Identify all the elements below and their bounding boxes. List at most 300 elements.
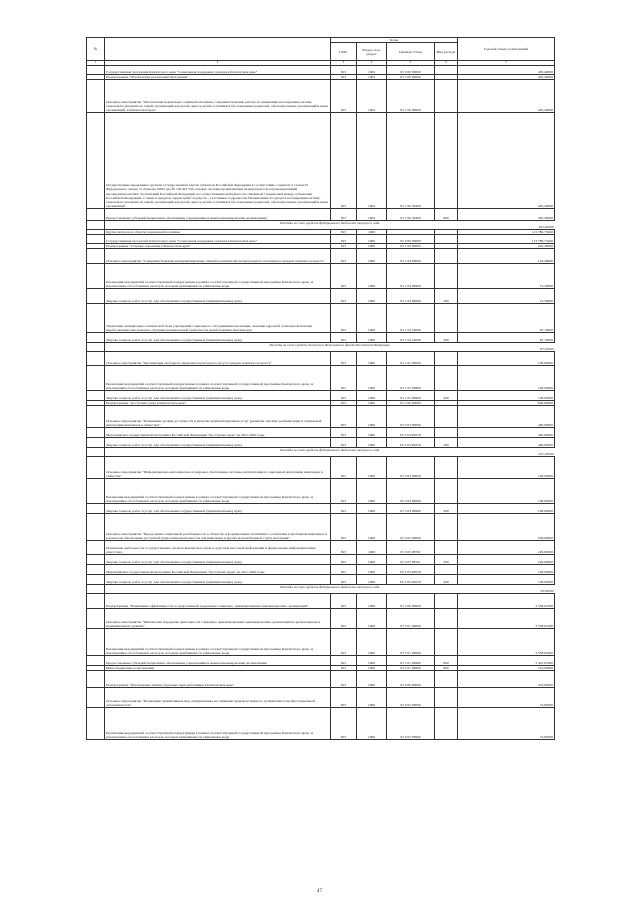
amount-cell: 3 558,61900	[458, 629, 555, 656]
table-row	[87, 479, 555, 504]
funding-source-note	[105, 585, 555, 594]
row-name-cell: Подпрограмма "Обеспечение защиты трудовых прав работников в Камчатском крае"	[105, 671, 331, 688]
section-cell: 1006	[357, 666, 387, 671]
row-number-cell	[87, 288, 105, 303]
row-name-cell: Основное мероприятие "Организация свободного времени и культурного досуга граждан пожилого возраста"	[105, 351, 331, 365]
row-name-cell: Подпрограмма "Старшее поколение в Камчатском крае"	[105, 243, 331, 248]
section-cell: 1006	[357, 303, 387, 332]
grbs-cell: 815	[331, 514, 357, 541]
grbs-cell: 815	[331, 629, 357, 656]
target-article-cell: 05 3 04 09990	[387, 504, 435, 514]
row-number-cell	[87, 332, 105, 342]
section-cell: 1006	[357, 609, 387, 629]
row-number-cell	[87, 575, 105, 585]
header-target: Целевая статья	[387, 43, 435, 61]
row-name-cell: Основное мероприятие "Совершенствование коммуникационных связей и развитие интеллектуального потенциала граждан пожилого возраста"	[105, 248, 331, 263]
expense-type-cell	[435, 79, 458, 112]
table-row	[87, 656, 555, 666]
amount-cell: 400,00000	[458, 438, 555, 448]
amount-cell: 100,00000	[458, 575, 555, 585]
expense-type-cell: 200	[435, 288, 458, 303]
table-body	[87, 65, 555, 740]
amount-cell: 113 780,75400	[458, 234, 555, 243]
column-number: 7	[458, 61, 555, 66]
funding-source-row	[87, 585, 555, 594]
row-number-cell	[87, 428, 105, 438]
grbs-cell: 815	[331, 457, 357, 479]
section-cell: 1006	[357, 457, 387, 479]
table-row	[87, 594, 555, 609]
target-article-cell: 05 5 00 00000	[387, 594, 435, 609]
expense-type-cell	[435, 565, 458, 575]
amount-cell: 829,00000	[458, 400, 555, 405]
expense-type-cell	[435, 479, 458, 504]
grbs-cell: 815	[331, 656, 357, 666]
section-cell: 1006	[357, 351, 387, 365]
header-codes: Коды	[331, 38, 458, 43]
column-number: 4	[357, 61, 387, 66]
row-name-cell: Основное мероприятие "Преодоление социальной разобщенности в обществе и формирование позитивного отношения к проблемам инвалидов и к вопросам обеспечения доступной среды жизнедеятельности для инвалидов и других маломобильных групп населения"	[105, 514, 331, 541]
row-number-cell	[87, 112, 105, 208]
row-name-cell: Освещение деятельности государственных органов Камчатского края в средствах массовой информации и федеральных информационных агентствах	[105, 541, 331, 555]
expense-type-cell	[435, 514, 458, 541]
target-article-cell: 05 3 05 98701	[387, 555, 435, 565]
table-row	[87, 555, 555, 565]
amount-cell: 405,40000	[458, 74, 555, 79]
expense-type-cell	[435, 365, 458, 390]
row-name-cell: Предоставление субсидий бюджетным, автономным учреждениям и иным некоммерческим организациям	[105, 656, 331, 666]
row-number-cell	[87, 208, 105, 220]
amount-cell: 405,40000	[458, 112, 555, 208]
funding-source-row	[87, 448, 555, 457]
target-article-cell: 05 5 01 09990	[387, 666, 435, 671]
row-name-cell: Подпрограмма "Повышение эффективности государственной поддержки социально ориентированных некоммерческих организаций"	[105, 594, 331, 609]
row-name-cell: Реализация мероприятий соответствующей подпрограммы в рамках соответствующей государственной программы Камчатского края, за исключением обособленных расходов, которым присваиваются уникальные коды	[105, 708, 331, 740]
row-number-cell	[87, 565, 105, 575]
section-cell: 1006	[357, 688, 387, 708]
funding-source-amount: 87,10000	[540, 346, 554, 351]
section-cell: 1004	[357, 79, 387, 112]
target-article-cell: 05 1 05 00000	[387, 351, 435, 365]
expense-type-cell	[435, 541, 458, 555]
target-article-cell: 05 5 01 09990	[387, 656, 435, 666]
table-row	[87, 541, 555, 555]
amount-cell: 3 558,61900	[458, 609, 555, 629]
amount-cell: 3 447,67900	[458, 656, 555, 666]
grbs-cell: 815	[331, 708, 357, 740]
row-name-cell: Государственная программа Камчатского края "Социальная поддержка граждан в Камчатском крае"	[105, 234, 331, 243]
amount-cell: 87,10000	[458, 332, 555, 342]
grbs-cell: 815	[331, 479, 357, 504]
table-row	[87, 65, 555, 74]
row-name-cell: Основное мероприятие "Реализация превентивных мер, направленных на снижение производственного травматизма и профессиональной заболеваемости"	[105, 688, 331, 708]
grbs-cell: 815	[331, 390, 357, 400]
row-number-cell	[87, 248, 105, 263]
table-row	[87, 390, 555, 400]
row-name-cell: Закупка товаров, работ и услуг для обеспечения государственных (муниципальных) нужд	[105, 288, 331, 303]
amount-cell: 100,00000	[458, 504, 555, 514]
header-section: Раздел, под-раздел	[357, 43, 387, 61]
funding-source-text: Расходы за счет средств федерального бюджета текущего года	[280, 220, 380, 225]
grbs-cell: 815	[331, 666, 357, 671]
funding-source-amount: 201,20000	[538, 452, 554, 457]
section-cell: 1006	[357, 565, 387, 575]
grbs-cell: 815	[331, 112, 357, 208]
table-row	[87, 234, 555, 243]
target-article-cell: 05 1 04 52090	[387, 303, 435, 332]
funding-source-row	[87, 342, 555, 351]
section-cell: 1006	[357, 243, 387, 248]
grbs-cell: 815	[331, 671, 357, 688]
grbs-cell: 815	[331, 234, 357, 243]
table-row	[87, 351, 555, 365]
amount-cell: 15,30000	[458, 288, 555, 303]
amount-cell: 100,00000	[458, 390, 555, 400]
section-cell: 1006	[357, 438, 387, 448]
row-name-cell: Предоставление субсидий бюджетным, автономным учреждениям и иным некоммерческим организациям	[105, 208, 331, 220]
section-cell: 1004	[357, 208, 387, 220]
column-number: 1	[87, 61, 105, 66]
row-number-cell	[87, 65, 105, 74]
target-article-cell: 05 6 02 09990	[387, 708, 435, 740]
row-number-cell	[87, 351, 105, 365]
row-number-cell	[87, 79, 105, 112]
table-row	[87, 332, 555, 342]
funding-source-row	[87, 220, 555, 229]
table-row	[87, 112, 555, 208]
row-name-cell: Закупка товаров, работ и услуг для обеспечения государственных (муниципальных) нужд	[105, 575, 331, 585]
row-number-cell	[87, 514, 105, 541]
column-number: 2	[105, 61, 331, 66]
table-header	[87, 38, 555, 66]
row-number-cell	[87, 671, 105, 688]
expense-type-cell	[435, 248, 458, 263]
row-name-cell: Другие вопросы в области социальной политики	[105, 229, 331, 234]
table-row	[87, 208, 555, 220]
amount-cell: 3 558,61900	[458, 594, 555, 609]
expense-type-cell: 200	[435, 332, 458, 342]
target-article-cell: 05 7 06 59400	[387, 208, 435, 220]
row-name-cell: Укрепление материально-технической базы учреждений социального обслуживания населения, оказание адресной социальной помощи неработающим пенсионерам, обучение компьютерной грамотности неработающих пенсионеров	[105, 303, 331, 332]
section-cell: 1004	[357, 74, 387, 79]
table-row	[87, 248, 555, 263]
row-number-cell	[87, 234, 105, 243]
section-cell: 1006	[357, 406, 387, 428]
header-type: Вид расхода	[435, 43, 458, 61]
row-number-cell	[87, 609, 105, 629]
target-article-cell: 05 1 00 00000	[387, 243, 435, 248]
amount-cell: 329,00000	[458, 514, 555, 541]
row-name-cell: Иные бюджетные ассигнования	[105, 666, 331, 671]
target-article-cell: 05 3 00 00000	[387, 400, 435, 405]
amount-cell: 15,30000	[458, 263, 555, 288]
amount-cell: 100,00000	[458, 365, 555, 390]
row-name-cell: Основное мероприятие "Финансовая поддержка деятельности социально ориентированных некоммерческих организаций на региональном и муниципальном уровнях"	[105, 609, 331, 629]
grbs-cell: 815	[331, 243, 357, 248]
amount-cell: 353,00000	[458, 671, 555, 688]
expense-type-cell	[435, 688, 458, 708]
target-article-cell: 05 1 04 00000	[387, 248, 435, 263]
funding-source-note	[105, 342, 555, 351]
amount-cell: 113 780,75400	[458, 229, 555, 234]
row-name-cell: Основное мероприятие "Обеспечение нормального жизнеобеспечения, совершенствование работы по выявлению несовершеннолетних, самовольно ушедших из семей, организаций для детей-сирот и детей, оставшихся без попечения родителей, образовательных организаций и иных организаций, в Камчатском крае"	[105, 79, 331, 112]
section-cell: 1006	[357, 504, 387, 514]
target-article-cell: 05 1 04 52090	[387, 332, 435, 342]
row-name-cell: Мероприятия государственной программы Российской Федерации "Доступная среда" на 2011-2020 годы	[105, 565, 331, 575]
row-name-cell: Осуществление переданных органам государственной власти субъектов Российской Федерации в соответствии с пунктом 3 статьи 25 Федерального закона от 24 июня 1999 года № 120-ФЗ "Об основах системы профилактики безнадзорности и правонарушений несовершеннолетних" полномочий Российской Федерации по осуществлению деятельности, связанной с перевозкой между субъектами Российской Федерации, а также в пределах территорий государств - участников Содружества Независимых Государств несовершеннолетних, самовольно ушедших из семей, организаций для детей-сирот и детей, оставшихся без попечения родителей, образовательных организаций и иных организаций	[105, 112, 331, 208]
row-name-cell: Закупка товаров, работ и услуг для обеспечения государственных (муниципальных) нужд	[105, 332, 331, 342]
target-article-cell: 05 0 00 00000	[387, 65, 435, 74]
expense-type-cell: 600	[435, 656, 458, 666]
section-cell: 1006	[357, 365, 387, 390]
expense-type-cell	[435, 671, 458, 688]
note-spacer	[87, 342, 105, 351]
section-cell: 1006	[357, 332, 387, 342]
target-article-cell: 05 6 00 00000	[387, 671, 435, 688]
expense-type-cell	[435, 234, 458, 243]
expense-type-cell: 200	[435, 555, 458, 565]
section-cell: 1004	[357, 112, 387, 208]
target-article-cell: 05 1 04 09990	[387, 288, 435, 303]
target-article-cell: 05 1 04 09990	[387, 263, 435, 288]
row-name-cell: Закупка товаров, работ и услуг для обеспечения государственных (муниципальных) нужд	[105, 555, 331, 565]
expense-type-cell	[435, 112, 458, 208]
section-cell: 1006	[357, 656, 387, 666]
table-row	[87, 79, 555, 112]
column-number: 5	[387, 61, 435, 66]
section-cell: 1006	[357, 629, 387, 656]
grbs-cell: 815	[331, 594, 357, 609]
grbs-cell: 815	[331, 351, 357, 365]
amount-cell: 405,40000	[458, 208, 555, 220]
table-row	[87, 457, 555, 479]
grbs-cell: 815	[331, 263, 357, 288]
expense-type-cell	[435, 351, 458, 365]
table-row	[87, 514, 555, 541]
target-article-cell: 05 1 05 09990	[387, 365, 435, 390]
expense-type-cell: 200	[435, 438, 458, 448]
section-cell: 1006	[357, 555, 387, 565]
amount-cell: 400,00000	[458, 406, 555, 428]
expense-type-cell: 200	[435, 390, 458, 400]
row-number-cell	[87, 457, 105, 479]
target-article-cell: 05 1 05 09990	[387, 390, 435, 400]
section-cell: 1006	[357, 594, 387, 609]
table-row	[87, 671, 555, 688]
target-article-cell: 05 5 01 00000	[387, 609, 435, 629]
funding-source-text: Расходы за счет средств бюджета Пенсионного фонда Российской Федерации	[269, 342, 391, 347]
row-number-cell	[87, 656, 105, 666]
header-number: №	[87, 38, 105, 61]
section-cell: 1006	[357, 479, 387, 504]
grbs-cell: 815	[331, 609, 357, 629]
row-name-cell: Подпрограмма "Доступная среда в Камчатском крае"	[105, 400, 331, 405]
grbs-cell: 815	[331, 504, 357, 514]
row-number-cell	[87, 263, 105, 288]
amount-cell: 100,00000	[458, 351, 555, 365]
row-name-cell: Закупка товаров, работ и услуг для обеспечения государственных (муниципальных) нужд	[105, 504, 331, 514]
grbs-cell: 815	[331, 288, 357, 303]
expense-type-cell	[435, 65, 458, 74]
amount-cell: 100,00000	[458, 565, 555, 575]
target-article-cell: 05 3 05 98701	[387, 541, 435, 555]
target-article-cell: 05 0 00 00000	[387, 234, 435, 243]
expense-type-cell	[435, 263, 458, 288]
target-article-cell: 05 3 05 00000	[387, 514, 435, 541]
target-article-cell: 05 3 05 R0270	[387, 565, 435, 575]
row-number-cell	[87, 479, 105, 504]
section-cell: 1006	[357, 229, 387, 234]
target-article-cell: 05 7 06 00000	[387, 79, 435, 112]
amount-cell: 102,40000	[458, 248, 555, 263]
expense-type-cell	[435, 428, 458, 438]
expense-type-cell: 200	[435, 575, 458, 585]
row-number-cell	[87, 708, 105, 740]
expense-type-cell	[435, 457, 458, 479]
row-number-cell	[87, 390, 105, 400]
section-cell: 1006	[357, 400, 387, 405]
row-number-cell	[87, 594, 105, 609]
note-spacer	[87, 220, 105, 229]
table-row	[87, 365, 555, 390]
row-name-cell: Основное мероприятие "Повышение уровня доступности и качества реабилитационных услуг (развитие системы реабилитации и социальной интеграции инвалидов в обществе)"	[105, 406, 331, 428]
row-name-cell: Реализация мероприятий соответствующей подпрограммы в рамках соответствующей государственной программы Камчатского края, за исключением обособленных расходов, которым присваиваются уникальные коды	[105, 479, 331, 504]
row-number-cell	[87, 555, 105, 565]
grbs-cell: 815	[331, 365, 357, 390]
expense-type-cell: 200	[435, 504, 458, 514]
grbs-cell: 815	[331, 248, 357, 263]
grbs-cell: 815	[331, 303, 357, 332]
table-row	[87, 565, 555, 575]
section-cell: 1006	[357, 234, 387, 243]
row-name-cell: Мероприятия государственной программы Российской Федерации "Доступная среда" на 2011-2020 годы	[105, 428, 331, 438]
row-name-cell: Закупка товаров, работ и услуг для обеспечения государственных (муниципальных) нужд	[105, 390, 331, 400]
header-grbs: ГРБС	[331, 43, 357, 61]
target-article-cell: 05 3 04 09990	[387, 479, 435, 504]
funding-source-amount: 50,30000	[540, 589, 554, 594]
expense-type-cell	[435, 406, 458, 428]
row-name-cell: Подпрограмма "Обеспечение реализации Программы"	[105, 74, 331, 79]
amount-cell: 202,40000	[458, 243, 555, 248]
table-row	[87, 629, 555, 656]
row-name-cell: Государственная программа Камчатского края "Социальная поддержка граждан в Камчатском крае"	[105, 65, 331, 74]
table-row	[87, 504, 555, 514]
grbs-cell: 815	[331, 79, 357, 112]
table-row	[87, 303, 555, 332]
funding-source-note	[105, 220, 555, 229]
row-number-cell	[87, 504, 105, 514]
section-cell: 1006	[357, 248, 387, 263]
expense-type-cell	[435, 594, 458, 609]
row-number-cell	[87, 541, 105, 555]
expense-type-cell	[435, 629, 458, 656]
grbs-cell: 815	[331, 229, 357, 234]
section-cell: 1006	[357, 514, 387, 541]
grbs-cell: 815	[331, 565, 357, 575]
amount-cell: 229,00000	[458, 541, 555, 555]
grbs-cell: 815	[331, 65, 357, 74]
target-article-cell: 05 3 03 00000	[387, 406, 435, 428]
column-number: 3	[331, 61, 357, 66]
target-article-cell: 05 5 01 09990	[387, 629, 435, 656]
target-article-cell: 05 7 00 00000	[387, 74, 435, 79]
table-row	[87, 438, 555, 448]
table-row	[87, 688, 555, 708]
target-article-cell: 05 7 06 59400	[387, 112, 435, 208]
section-cell: 1004	[357, 65, 387, 74]
table-row	[87, 263, 555, 288]
table-row	[87, 708, 555, 740]
amount-cell: 100,00000	[458, 457, 555, 479]
header-amount: Годовой объем ассигнований	[458, 38, 555, 61]
expense-type-cell: 600	[435, 208, 458, 220]
section-cell: 1006	[357, 390, 387, 400]
table-row	[87, 575, 555, 585]
amount-cell: 74,85000	[458, 708, 555, 740]
grbs-cell: 815	[331, 575, 357, 585]
target-article-cell: 05 3 05 R0270	[387, 575, 435, 585]
amount-cell: 100,00000	[458, 479, 555, 504]
grbs-cell: 815	[331, 541, 357, 555]
budget-table	[86, 37, 555, 740]
funding-source-amount: 405,40000	[538, 224, 554, 229]
target-article-cell: 05 3 03 R0270	[387, 438, 435, 448]
grbs-cell: 815	[331, 428, 357, 438]
row-name-cell: Реализация мероприятий соответствующей подпрограммы в рамках соответствующей государственной программы Камчатского края, за исключением обособленных расходов, которым присваиваются уникальные коды	[105, 263, 331, 288]
column-number: 6	[435, 61, 458, 66]
section-cell: 1006	[357, 708, 387, 740]
target-article-cell: 05 3 03 R0270	[387, 428, 435, 438]
row-number-cell	[87, 688, 105, 708]
target-article-cell: 05 3 04 00000	[387, 457, 435, 479]
expense-type-cell	[435, 609, 458, 629]
note-spacer	[87, 448, 105, 457]
section-cell: 1006	[357, 671, 387, 688]
section-cell: 1006	[357, 428, 387, 438]
grbs-cell: 815	[331, 74, 357, 79]
grbs-cell: 815	[331, 406, 357, 428]
header-name	[105, 38, 331, 61]
grbs-cell: 815	[331, 555, 357, 565]
page-number: 47	[317, 889, 322, 894]
row-number-cell	[87, 438, 105, 448]
section-cell: 1006	[357, 575, 387, 585]
amount-cell: 87,10000	[458, 303, 555, 332]
section-cell: 1006	[357, 263, 387, 288]
grbs-cell: 815	[331, 438, 357, 448]
expense-type-cell	[435, 708, 458, 740]
note-spacer	[87, 585, 105, 594]
table-row	[87, 406, 555, 428]
row-number-cell	[87, 406, 105, 428]
amount-cell: 400,00000	[458, 428, 555, 438]
table-row	[87, 428, 555, 438]
amount-cell: 405,40000	[458, 65, 555, 74]
row-name-cell: Реализация мероприятий соответствующей подпрограммы в рамках соответствующей государственной программы Камчатского края, за исключением обособленных расходов, которым присваиваются уникальные коды	[105, 365, 331, 390]
row-number-cell	[87, 629, 105, 656]
section-cell: 1006	[357, 541, 387, 555]
funding-source-note	[105, 448, 555, 457]
budget-table-sheet	[86, 37, 554, 740]
amount-cell: 229,00000	[458, 555, 555, 565]
funding-source-text: Расходы за счет средств федерального бюджета текущего года	[280, 448, 380, 453]
expense-type-cell: 800	[435, 666, 458, 671]
grbs-cell: 815	[331, 688, 357, 708]
table-row	[87, 288, 555, 303]
row-number-cell	[87, 365, 105, 390]
expense-type-cell	[435, 303, 458, 332]
row-name-cell: Закупка товаров, работ и услуг для обеспечения государственных (муниципальных) нужд	[105, 438, 331, 448]
